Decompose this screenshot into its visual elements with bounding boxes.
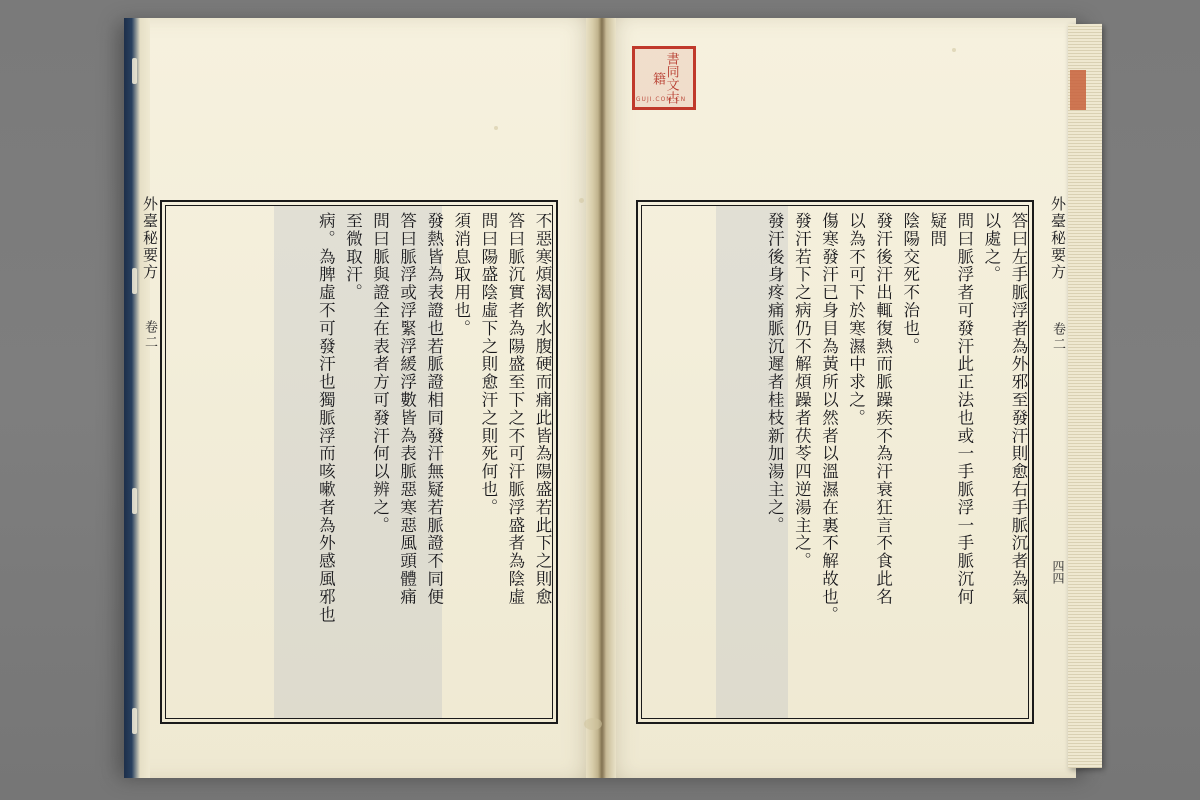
left-page-header-fascicle: 卷二 [142,320,157,350]
seal-subtext: GUJI.COM.CN [635,96,687,103]
text-column: 以為不可下於寒濕中求之。 [846,212,866,427]
right-page-header-title: 外臺秘要方 [1049,196,1067,281]
text-column: 答曰左手脈浮者為外邪至發汗則愈右手脈沉者為氣 [1009,212,1028,606]
text-column: 答曰脈浮或浮緊浮緩浮數皆為表脈惡寒惡風頭體痛 [397,212,417,606]
text-column: 不惡寒煩渴飲水腹硬而痛此皆為陽盛若此下之則愈 [533,212,552,606]
right-page-columns [761,202,1032,722]
page-number: 四四 [1051,560,1065,584]
text-column: 至微取汗。 [343,212,363,302]
text-column: 發汗後身疼痛脈沉遲者桂枝新加湯主之。 [765,212,785,535]
fore-edge-leaves [1068,24,1102,768]
left-page-header-title: 外臺秘要方 [141,196,159,281]
paper-speck [952,48,956,52]
left-page-text-frame [160,200,558,724]
text-column [310,202,312,722]
text-column: 問曰陽盛陰虛下之則愈汗之則死何也。 [478,212,498,517]
text-column: 答曰脈沉實者為陽盛至下之不可汗脈浮盛者為陰虛 [505,212,525,606]
fore-edge-tab [1070,70,1086,110]
text-column: 病。為脾虛不可發汗也獨脈浮而咳嗽者為外感風邪也 [316,212,336,624]
seal-text: 書同文古籍 [650,52,679,104]
gutter-shadow [598,18,606,778]
paper-speck [584,718,602,730]
text-column: 以處之。 [981,212,1001,284]
text-column: 發汗後汗出輒復熱而脈躁疾不為汗衰狂言不食此名 [873,212,893,606]
right-page-text-frame [636,200,1034,724]
paper-speck [579,198,584,203]
book-binding [124,18,150,778]
left-page-columns [306,202,556,722]
text-column: 問曰脈與證全在表者方可發汗何以辨之。 [370,212,390,535]
paper-speck [494,126,498,130]
text-column: 傷寒發汗已身目為黃所以然者以溫濕在裏不解故也。 [819,212,839,624]
open-book [124,18,1076,778]
text-column: 陰陽交死不治也。 [900,212,920,356]
text-column: 須消息取用也。 [451,212,471,338]
text-column: 發熱皆為表證也若脈證相同發汗無疑若脈證不同便 [424,212,444,606]
text-column: 疑問 [927,212,947,248]
right-page-header-fascicle: 卷二 [1050,322,1065,352]
text-column: 發汗若下之病仍不解煩躁者茯苓四逆湯主之。 [792,212,812,570]
text-column: 問曰脈浮者可發汗此正法也或一手脈浮一手脈沉何 [954,212,974,606]
